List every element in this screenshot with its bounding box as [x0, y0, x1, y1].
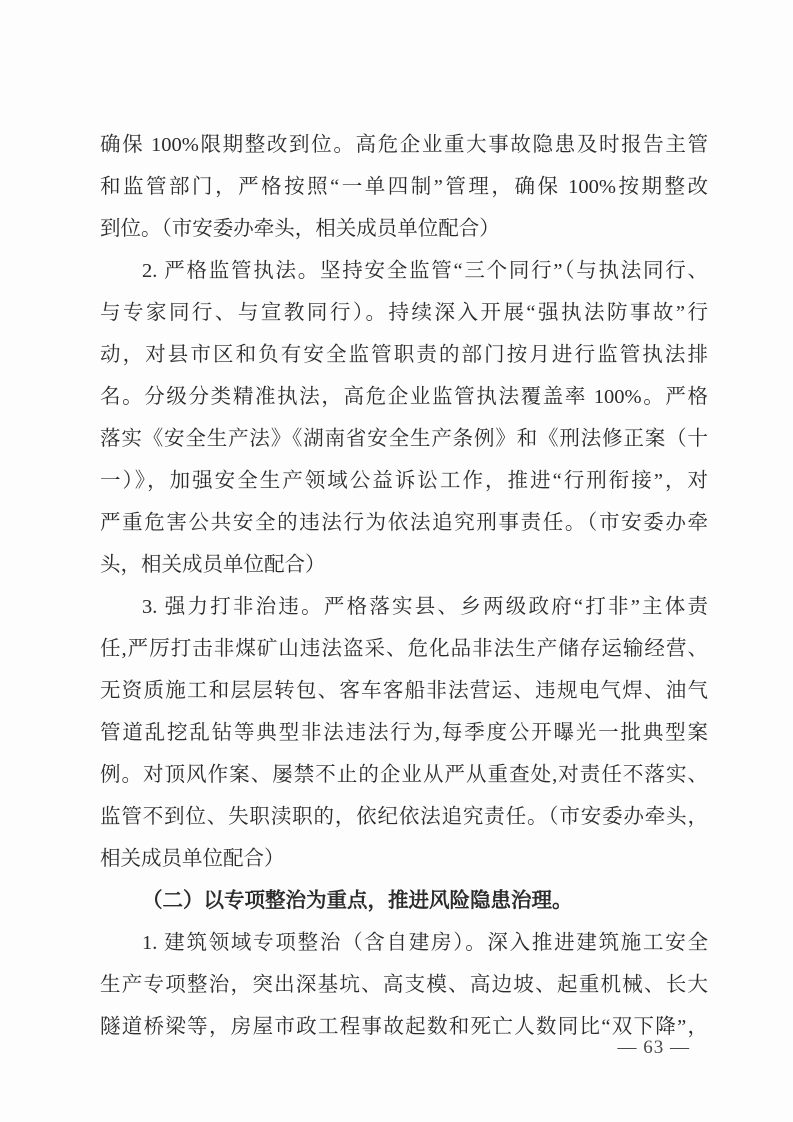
doc-line: 与专家同行、与宣教同行）。持续深入开展“强执法防事故”行: [100, 302, 708, 324]
doc-line: 3. 强力打非治违。严格落实县、乡两级政府“打非”主体责: [142, 596, 708, 618]
doc-line: 例。对顶风作案、屡禁不止的企业从严从重查处,对责任不落实、: [100, 764, 708, 786]
doc-line: 落实《安全生产法》《湖南省安全生产条例》和《刑法修正案（十: [100, 428, 708, 450]
document-body: [100, 124, 708, 1048]
paragraph-item-2-enforcement: [100, 250, 708, 586]
paragraph-item-1-construction: [100, 922, 708, 1048]
doc-line: 1. 建筑领域专项整治（含自建房）。深入推进建筑施工安全: [142, 932, 708, 954]
doc-line: 头，相关成员单位配合）: [100, 554, 326, 576]
doc-line: 2. 严格监管执法。坚持安全监管“三个同行”（与执法同行、: [142, 260, 708, 282]
doc-line: 确保 100%限期整改到位。高危企业重大事故隐患及时报告主管: [100, 134, 708, 156]
doc-line: 任,严厉打击非煤矿山违法盗采、危化品非法生产储存运输经营、: [100, 638, 708, 660]
doc-line: 生产专项整治，突出深基坑、高支模、高边坡、起重机械、长大: [100, 974, 708, 996]
doc-line: 到位。（市安委办牵头，相关成员单位配合）: [100, 218, 500, 240]
doc-line: 严重危害公共安全的违法行为依法追究刑事责任。（市安委办牵: [100, 512, 708, 534]
doc-line: 管道乱挖乱钻等典型非法违法行为,每季度公开曝光一批典型案: [100, 722, 708, 744]
page-number: — 63 —: [617, 1037, 690, 1058]
doc-line: 一）》，加强安全生产领域公益诉讼工作，推进“行刑衔接”，对: [100, 470, 708, 492]
doc-line: 无资质施工和层层转包、客车客船非法营运、违规电气焊、油气: [100, 680, 708, 702]
doc-line: 相关成员单位配合）: [100, 848, 285, 870]
doc-line: 隧道桥梁等，房屋市政工程事故起数和死亡人数同比“双下降”，: [100, 1016, 708, 1038]
doc-line: 和监管部门，严格按照“一单四制”管理，确保 100%按期整改: [100, 176, 708, 198]
section-heading-2: [100, 880, 708, 922]
doc-line: 监管不到位、失职渎职的，依纪依法追究责任。（市安委办牵头，: [100, 806, 708, 828]
doc-line: 动，对县市区和负有安全监管职责的部门按月进行监管执法排: [100, 344, 708, 366]
doc-line: 名。分级分类精准执法，高危企业监管执法覆盖率 100%。严格: [100, 386, 708, 408]
paragraph-item-3-crackdown: [100, 586, 708, 880]
section-heading-text: （二）以专项整治为重点，推进风险隐患治理。: [142, 890, 573, 912]
paragraph-rectification: [100, 124, 708, 250]
